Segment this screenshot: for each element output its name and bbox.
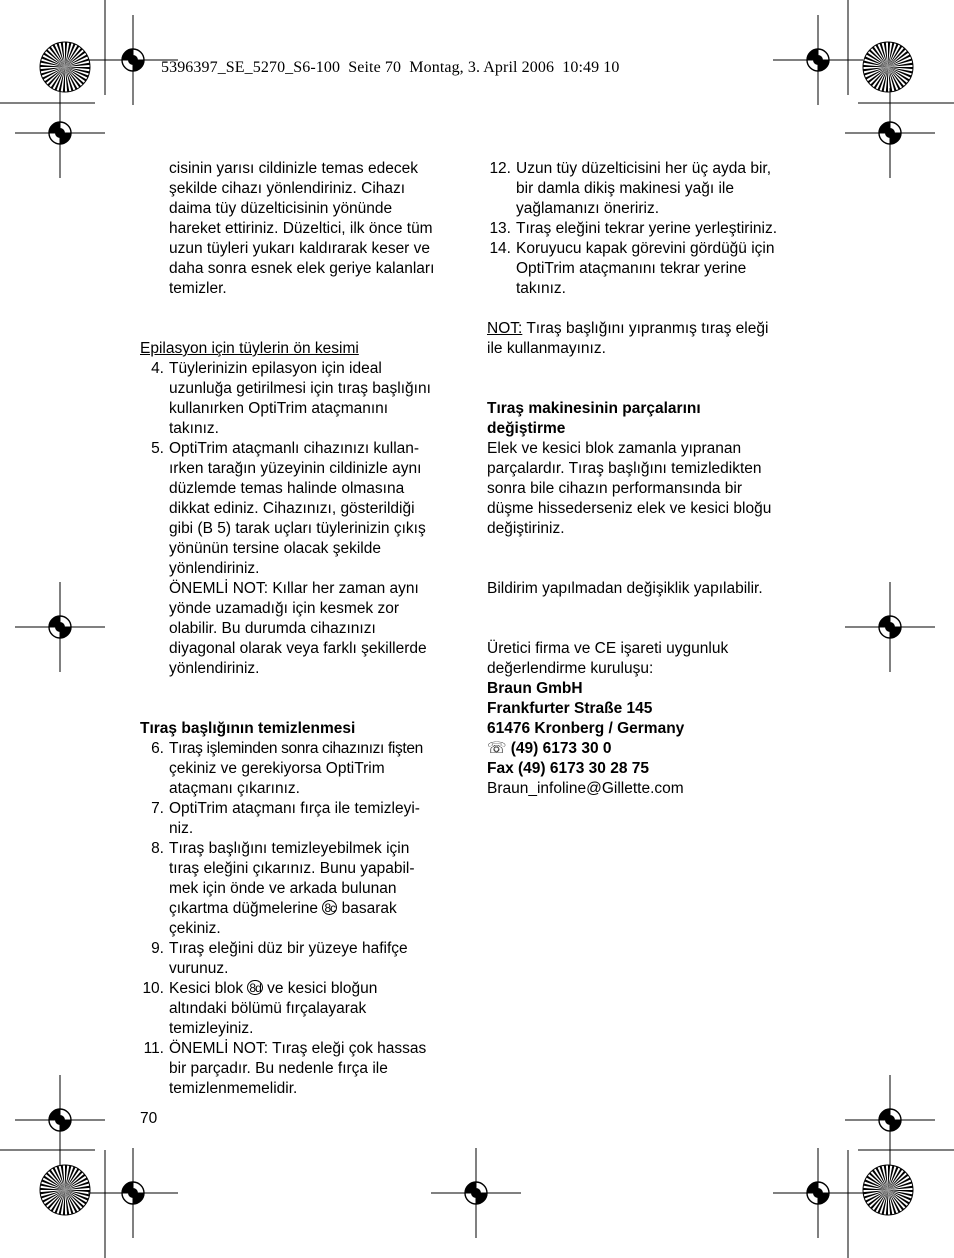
important-note bbox=[140, 579, 470, 679]
text-line: diyagonal olarak veya farklı şekillerde bbox=[169, 640, 427, 657]
text-line: takınız. bbox=[169, 420, 219, 437]
text-line: yönlendiriniz. bbox=[169, 660, 260, 677]
phone-number: (49) 6173 30 0 bbox=[510, 740, 612, 757]
list-item-4 bbox=[140, 359, 470, 439]
item-number: 14. bbox=[489, 240, 511, 257]
registration-dot bbox=[55, 622, 65, 632]
section-heading-pre-cut: Epilasyon için tüylerin ön kesimi bbox=[140, 340, 359, 357]
text-line: yönünün tersine olacak şekilde bbox=[169, 540, 381, 557]
item-number: 6. bbox=[151, 740, 164, 757]
text-line: Elek ve kesici blok zamanla yıpranan bbox=[487, 440, 742, 457]
print-header-slug: 5396397_SE_5270_S6-100 Seite 70 Montag, 3. April 2006 10:49 10 bbox=[161, 59, 620, 76]
intro-paragraph bbox=[140, 159, 470, 299]
text-line: uzun tüyleri yukarı kaldırarak keser ve bbox=[169, 240, 431, 257]
text-line: cisinin yarısı cildinizle temas edecek bbox=[169, 160, 418, 177]
company-city: 61476 Kronberg / Germany bbox=[487, 720, 685, 737]
text-line: değiştiriniz. bbox=[487, 520, 565, 537]
registration-dot bbox=[128, 55, 138, 65]
text-line: şekilde cihazı yönlendiriniz. Cihazı bbox=[169, 180, 406, 197]
telephone-icon: ☏ bbox=[487, 740, 507, 757]
text-line bbox=[169, 899, 470, 919]
registration-dot bbox=[813, 55, 823, 65]
text-line: altındaki bölümü fırçalayarak bbox=[169, 1000, 367, 1017]
text-line: çekiniz ve gerekiyorsa OptiTrim bbox=[169, 760, 385, 777]
list-item-14 bbox=[487, 239, 822, 299]
item-number: 4. bbox=[151, 360, 164, 377]
page-number: 70 bbox=[140, 1110, 158, 1127]
registration-dot bbox=[885, 128, 895, 138]
text-line: Tıraş işleminden sonra cihazınızı fişten bbox=[169, 740, 423, 757]
text-line: çekiniz. bbox=[169, 920, 221, 937]
text-line: yönde uzamadığı için kesmek zor bbox=[169, 600, 400, 617]
right-column bbox=[487, 159, 822, 799]
item-number: 10. bbox=[142, 980, 164, 997]
text-line: Tüylerinizin epilasyon için ideal bbox=[169, 360, 382, 377]
text-line: sonra bile cihazın performansında bir bbox=[487, 480, 743, 497]
text-line: OptiTrim ataçmanı fırça ile temizleyi- bbox=[169, 800, 420, 817]
text-line: Koruyucu kapak görevini gördüğü için bbox=[516, 240, 775, 257]
company-email[interactable]: Braun_infoline@Gillette.com bbox=[487, 780, 684, 797]
note-label: NOT: bbox=[487, 320, 523, 337]
text-line: yönlendiriniz. bbox=[169, 560, 260, 577]
text-line: takınız. bbox=[516, 280, 566, 297]
text-fragment: Tıraş başlığını yıpranmış tıraş eleği bbox=[522, 320, 769, 337]
item-number: 8. bbox=[151, 840, 164, 857]
text-line: OptiTrim ataçmanlı cihazınızı kullan- bbox=[169, 440, 420, 457]
text-line bbox=[487, 319, 822, 339]
text-line bbox=[169, 979, 470, 999]
text-line: ataçmanı çıkarınız. bbox=[169, 780, 300, 797]
list-item-10 bbox=[140, 979, 470, 1039]
text-line: uzunluğa getirilmesi için tıraş başlığını bbox=[169, 380, 431, 397]
list-item-12 bbox=[487, 159, 822, 219]
text-line: mek için önde ve arkada bulunan bbox=[169, 880, 397, 897]
list-item-6 bbox=[140, 739, 470, 799]
registration-dot bbox=[55, 128, 65, 138]
text-line: OptiTrim ataçmanını tekrar yerine bbox=[516, 260, 747, 277]
item-number: 9. bbox=[151, 940, 164, 957]
replacing-parts-paragraph bbox=[487, 439, 822, 539]
manufacturer-intro bbox=[487, 639, 822, 679]
section-heading-cleaning: Tıraş başlığının temizlenmesi bbox=[140, 720, 356, 737]
text-line: temizler. bbox=[169, 280, 227, 297]
text-line: ırken tarağın yüzeyinin cildinizle aynı bbox=[169, 460, 422, 477]
text-line: parçalardır. Tıraş başlığını temizledikten bbox=[487, 460, 762, 477]
text-line: bir damla dikiş makinesi yağı ile bbox=[516, 180, 734, 197]
list-item-9 bbox=[140, 939, 470, 979]
left-column bbox=[140, 159, 470, 1099]
text-line: hareket ettiriniz. Düzeltici, ilk önce tüm bbox=[169, 220, 433, 237]
company-phone bbox=[487, 739, 822, 759]
company-fax: Fax (49) 6173 30 28 75 bbox=[487, 760, 650, 777]
text-line: tıraş eleğini çıkarınız. Bunu yapabil- bbox=[169, 860, 415, 877]
figure-reference-8c: 8c bbox=[322, 900, 337, 915]
registration-dot bbox=[885, 622, 895, 632]
text-fragment: ve kesici bloğun bbox=[262, 980, 378, 997]
text-line: değiştirme bbox=[487, 420, 566, 437]
list-item-13 bbox=[487, 219, 822, 239]
text-line: Tıraş başlığını temizleyebilmek için bbox=[169, 840, 410, 857]
registration-dot bbox=[471, 1188, 481, 1198]
item-number: 12. bbox=[489, 160, 511, 177]
text-line: Uzun tüy düzelticisini her üç ayda bir, bbox=[516, 160, 772, 177]
company-name: Braun GmbH bbox=[487, 680, 583, 697]
text-fragment: basarak bbox=[337, 900, 397, 917]
list-item-5 bbox=[140, 439, 470, 579]
text-line: bir parçadır. Bu nedenle fırça ile bbox=[169, 1060, 388, 1077]
figure-reference-8d: 8d bbox=[249, 981, 261, 995]
item-number: 7. bbox=[151, 800, 164, 817]
list-item-8 bbox=[140, 839, 470, 939]
text-line: vurunuz. bbox=[169, 960, 229, 977]
text-line: ile kullanmayınız. bbox=[487, 340, 606, 357]
registration-dot bbox=[813, 1188, 823, 1198]
list-item-11 bbox=[140, 1039, 470, 1099]
text-line: ÖNEMLİ NOT: Tıraş eleği çok hassas bbox=[169, 1040, 427, 1057]
text-line: değerlendirme kuruluşu: bbox=[487, 660, 654, 677]
text-line: Tıraş eleğini tekrar yerine yerleştiriniz. bbox=[516, 220, 778, 237]
item-number: 13. bbox=[489, 220, 511, 237]
text-fragment: çıkartma düğmelerine bbox=[169, 900, 323, 917]
text-line: olabilir. Bu durumda cihazınızı bbox=[169, 620, 376, 637]
text-line: daima tüy düzelticisinin yönünde bbox=[169, 200, 393, 217]
note-paragraph bbox=[487, 319, 822, 359]
text-line: temizleyiniz. bbox=[169, 1020, 254, 1037]
registration-dot bbox=[885, 1115, 895, 1125]
text-line: yağlamanızı öneririz. bbox=[516, 200, 660, 217]
text-line: Tıraş eleğini düz bir yüzeye hafifçe bbox=[169, 940, 408, 957]
registration-dot bbox=[55, 1115, 65, 1125]
text-fragment: Kesici blok bbox=[169, 980, 248, 997]
text-line: niz. bbox=[169, 820, 194, 837]
text-line: kullanırken OptiTrim ataçmanını bbox=[169, 400, 389, 417]
item-number: 5. bbox=[151, 440, 164, 457]
text-line: ÖNEMLİ NOT: Kıllar her zaman aynı bbox=[169, 580, 419, 597]
company-street: Frankfurter Straße 145 bbox=[487, 700, 653, 717]
list-item-7 bbox=[140, 799, 470, 839]
registration-dot bbox=[128, 1188, 138, 1198]
item-number: 11. bbox=[143, 1040, 164, 1057]
text-line: düzlemde temas halinde olmasına bbox=[169, 480, 405, 497]
text-line: daha sonra esnek elek geriye kalanları bbox=[169, 260, 435, 277]
text-line: Üretici firma ve CE işareti uygunluk bbox=[487, 640, 729, 657]
change-notice: Bildirim yapılmadan değişiklik yapılabilir. bbox=[487, 580, 763, 597]
text-line: dikkat ediniz. Cihazınızı, gösterildiği bbox=[169, 500, 415, 517]
text-line: gibi (B 5) tarak uçları tüylerinizin çıkış bbox=[169, 520, 426, 537]
text-line: temizlenmemelidir. bbox=[169, 1080, 298, 1097]
text-line: düşme hissederseniz elek ve kesici bloğu bbox=[487, 500, 772, 517]
section-heading-replacing-parts bbox=[487, 399, 822, 439]
text-line: Tıraş makinesinin parçalarını bbox=[487, 400, 701, 417]
